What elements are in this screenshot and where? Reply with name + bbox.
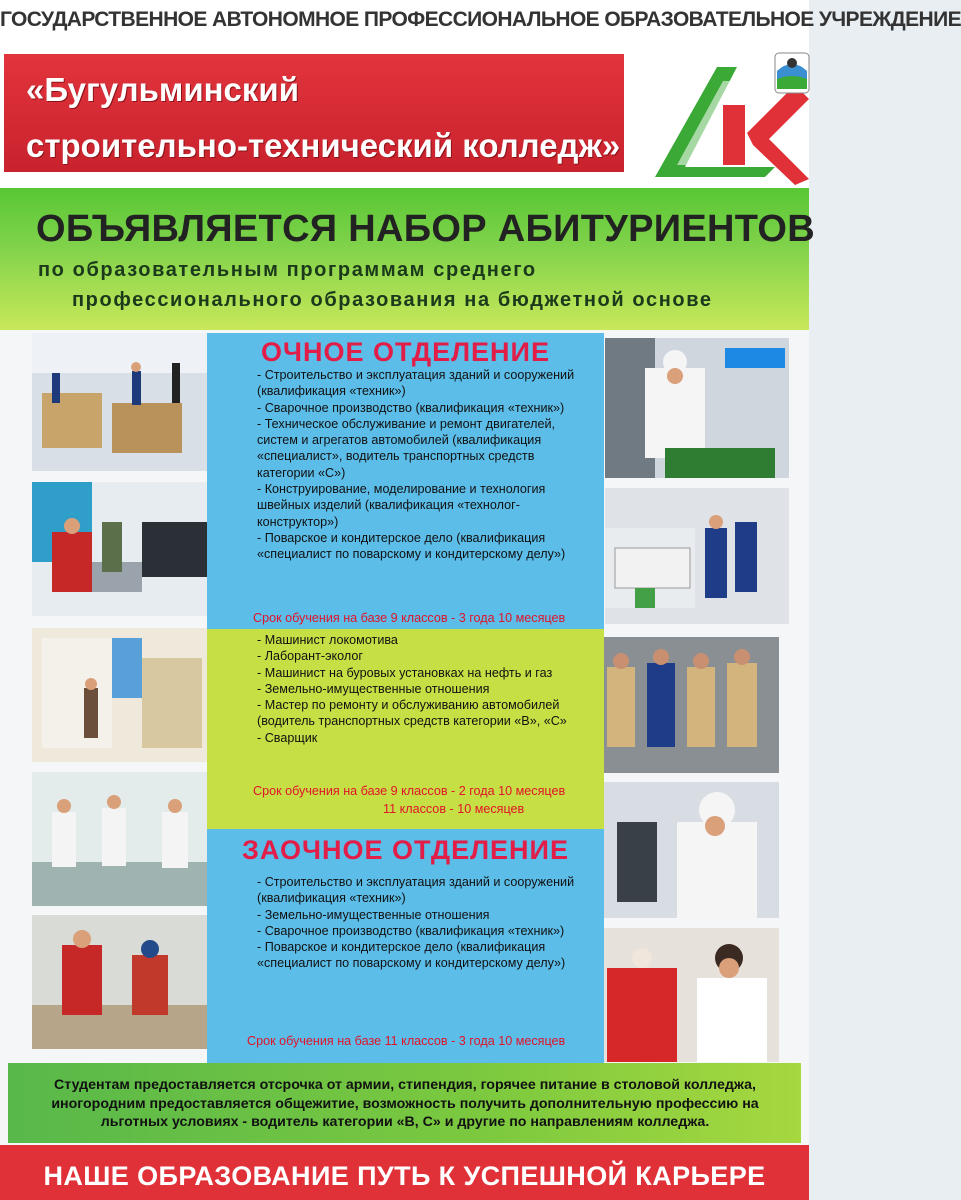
photo-construction-workshop bbox=[32, 333, 210, 471]
program-item: - Поварское и кондитерское дело (квалификация «специалист по поварскому и кондитерскому делу») bbox=[257, 530, 566, 562]
college-name-line2: строительно-технический колледж» bbox=[26, 127, 621, 164]
benefits-text: Студентам предоставляется отсрочка от армии, стипендия, горячее питание в столовой колледжа, иногородним предоставляется общежитие, возможность получить дополнительную профессию на льготных условиях - водитель категории «В, С» и другие по направлениям колледжа. bbox=[51, 1077, 759, 1130]
program-item: - Конструирование, моделирование и технология швейных изделий (квалификация «технолог-конструктор») bbox=[257, 482, 546, 529]
part-time-term: Срок обучения на базе 11 классов - 3 года 10 месяцев bbox=[247, 1034, 566, 1048]
photo-auto-mechanics bbox=[32, 482, 210, 616]
program-item: - Машинист локомотива bbox=[257, 633, 398, 647]
study-term-2-line2: 11 классов - 10 месяцев bbox=[383, 802, 525, 816]
program-item: - Лаборант-эколог bbox=[257, 649, 363, 664]
part-time-programs-list bbox=[257, 874, 577, 972]
photo-laboratory bbox=[32, 772, 210, 906]
photo-microscope bbox=[597, 782, 779, 918]
program-item: - Строительство и эксплуатация зданий и сооружений (квалификация «техник») bbox=[257, 368, 575, 399]
program-item: - Земельно-имущественные отношения bbox=[257, 907, 490, 922]
program-item: - Мастер по ремонту и обслуживанию автомобилей (водитель транспортных средств категории «В», «С» bbox=[257, 698, 567, 729]
program-item: - Машинист на буровых установках на нефть и газ bbox=[257, 665, 553, 680]
program-item: - Техническое обслуживание и ремонт двигателей, систем и агрегатов автомобилей (квалификация «специалист», водитель транспортных средств категории «С») bbox=[257, 416, 556, 480]
institution-type: ГОСУДАРСТВЕННОЕ АВТОНОМНОЕ ПРОФЕССИОНАЛЬНОЕ ОБРАЗОВАТЕЛЬНОЕ УЧРЕЖДЕНИЕ bbox=[0, 0, 809, 40]
part-time-panel bbox=[207, 829, 604, 1067]
program-item: - Поварское и кондитерское дело (квалификация «специалист по поварскому и кондитерскому делу») bbox=[257, 940, 566, 971]
photo-car-repair bbox=[605, 488, 789, 624]
college-logo-icon bbox=[625, 45, 809, 185]
photo-workshop-group bbox=[597, 637, 779, 773]
program-item: - Сварочное производство (квалификация «техник») bbox=[257, 923, 565, 938]
photo-welding bbox=[32, 915, 210, 1049]
study-term-2-line1: Срок обучения на базе 9 классов - 2 года 10 месяцев bbox=[253, 784, 566, 798]
program-item: - Сварочное производство (квалификация «техник») bbox=[257, 400, 565, 415]
full-time-panel bbox=[207, 333, 604, 629]
part-time-title: ЗАОЧНОЕ ОТДЕЛЕНИЕ bbox=[242, 835, 569, 865]
slogan: НАШЕ ОБРАЗОВАНИЕ ПУТЬ К УСПЕШНОЙ КАРЬЕРЕ bbox=[43, 1161, 766, 1191]
headline: ОБЪЯВЛЯЕТСЯ НАБОР АБИТУРИЕНТОВ bbox=[36, 208, 815, 250]
full-time-title: ОЧНОЕ ОТДЕЛЕНИЕ bbox=[261, 337, 550, 367]
photo-sewing bbox=[597, 928, 779, 1062]
full-time-short-programs-panel bbox=[207, 629, 604, 829]
subheadline-line1: по образовательным программам среднего bbox=[38, 259, 537, 281]
program-item: - Строительство и эксплуатация зданий и сооружений (квалификация «техник») bbox=[257, 875, 575, 906]
full-time-programs-list bbox=[257, 367, 577, 563]
program-item: - Земельно-имущественные отношения bbox=[257, 681, 490, 696]
short-programs-list bbox=[257, 632, 577, 746]
study-term-1: Срок обучения на базе 9 классов - 3 года 10 месяцев bbox=[253, 611, 566, 625]
college-name bbox=[26, 62, 626, 174]
program-item: - Сварщик bbox=[257, 730, 318, 745]
photo-interior-works bbox=[32, 628, 210, 762]
college-name-line1: «Бугульминский bbox=[26, 71, 299, 108]
subheadline-line2: профессионального образования на бюджетной основе bbox=[72, 289, 713, 311]
photo-cooking bbox=[605, 338, 789, 478]
